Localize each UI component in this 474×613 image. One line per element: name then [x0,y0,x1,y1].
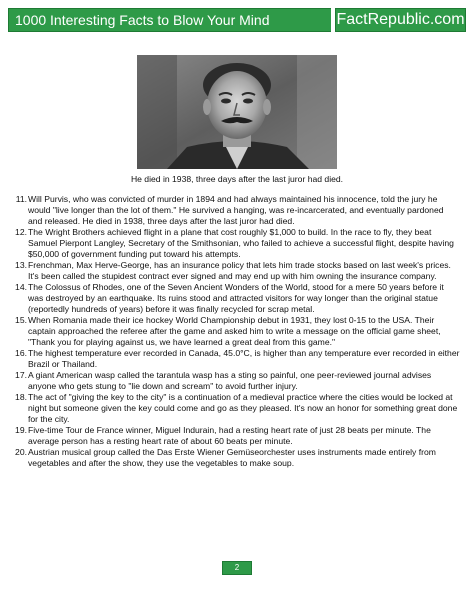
photo-caption: He died in 1938, three days after the last juror had died. [130,174,344,184]
fact-number: 17. [15,370,27,380]
list-item [8,227,460,260]
fact-number: 13. [15,260,27,270]
list-item [8,370,460,392]
fact-number: 14. [15,282,27,292]
list-item [8,282,460,315]
portrait-image [137,55,337,169]
fact-number: 19. [15,425,27,435]
page-number: 2 [222,561,252,575]
fact-text: The Colossus of Rhodes, one of the Seven Ancient Wonders of the World, stood for a mere 50 years before it was destroyed by an earthquake. Its ruins stood and attracted visitors for way longer than the original statue (reportedly hundreds of years) before it was finally recycled for scrap metal. [28,282,444,314]
list-item [8,260,460,282]
page-header [8,8,466,32]
fact-number: 20. [15,447,27,457]
fact-number: 18. [15,392,27,402]
list-item [8,447,460,469]
fact-number: 11. [15,194,27,204]
portrait-photo [137,55,337,169]
fact-number: 12. [15,227,27,237]
fact-text: A giant American wasp called the tarantula wasp has a sting so painful, one peer-reviewed journal advises anyone who gets stung to "lie down and scream" to avoid further injury. [28,370,432,391]
fact-text: Five-time Tour de France winner, Miguel Indurain, had a resting heart rate of just 28 beats per minute. The average person has a resting heart rate of about 60 beats per minute. [28,425,431,446]
list-item [8,194,460,227]
list-item [8,425,460,447]
fact-text: Austrian musical group called the Das Erste Wiener Gemüseorchester uses instruments made entirely from vegetables and after the show, they use the vegetables to make soup. [28,447,436,468]
fact-text: When Romania made their ice hockey World Championship debut in 1931, they lost 0-15 to the USA. Their captain approached the referee after the game and asked him to write a message on the official game sheet, "Thank you for playing against us, we have learned a great deal from this game." [28,315,441,347]
book-title: 1000 Interesting Facts to Blow Your Mind [8,8,331,32]
fact-text: The highest temperature ever recorded in Canada, 45.0°C, is higher than any temperature ever recorded in either Brazil or Thailand. [28,348,460,369]
fact-text: Will Purvis, who was convicted of murder in 1894 and had always maintained his innocence, told the jury he would "live longer than the lot of them." He survived a hanging, was re-incarcerated, and eventually pardoned and released. He died in 1938, three days after the last juror had died. [28,194,444,226]
fact-text: The Wright Brothers achieved flight in a plane that cost roughly $1,000 to build. In the race to fly, they beat Samuel Pierpont Langley, Secretary of the Smithsonian, who failed to achieve a successful flight, despite having $50,000 of government funding put toward his attempts. [28,227,454,259]
site-link[interactable]: FactRepublic.com [335,8,466,32]
list-item [8,315,460,348]
list-item [8,392,460,425]
list-item [8,348,460,370]
fact-text: Frenchman, Max Herve-George, has an insurance policy that lets him trade stocks based on last week's prices. It's been called the stupidest contract ever signed and may end up with him owning the insurance company. [28,260,451,281]
fact-number: 15. [15,315,27,325]
facts-list [8,194,460,469]
fact-text: The act of "giving the key to the city" is a continuation of a medieval practice where the cities would be locked at night but someone given the key could come and go as they pleased. It's now an honor for something great done for the city. [28,392,458,424]
fact-number: 16. [15,348,27,358]
